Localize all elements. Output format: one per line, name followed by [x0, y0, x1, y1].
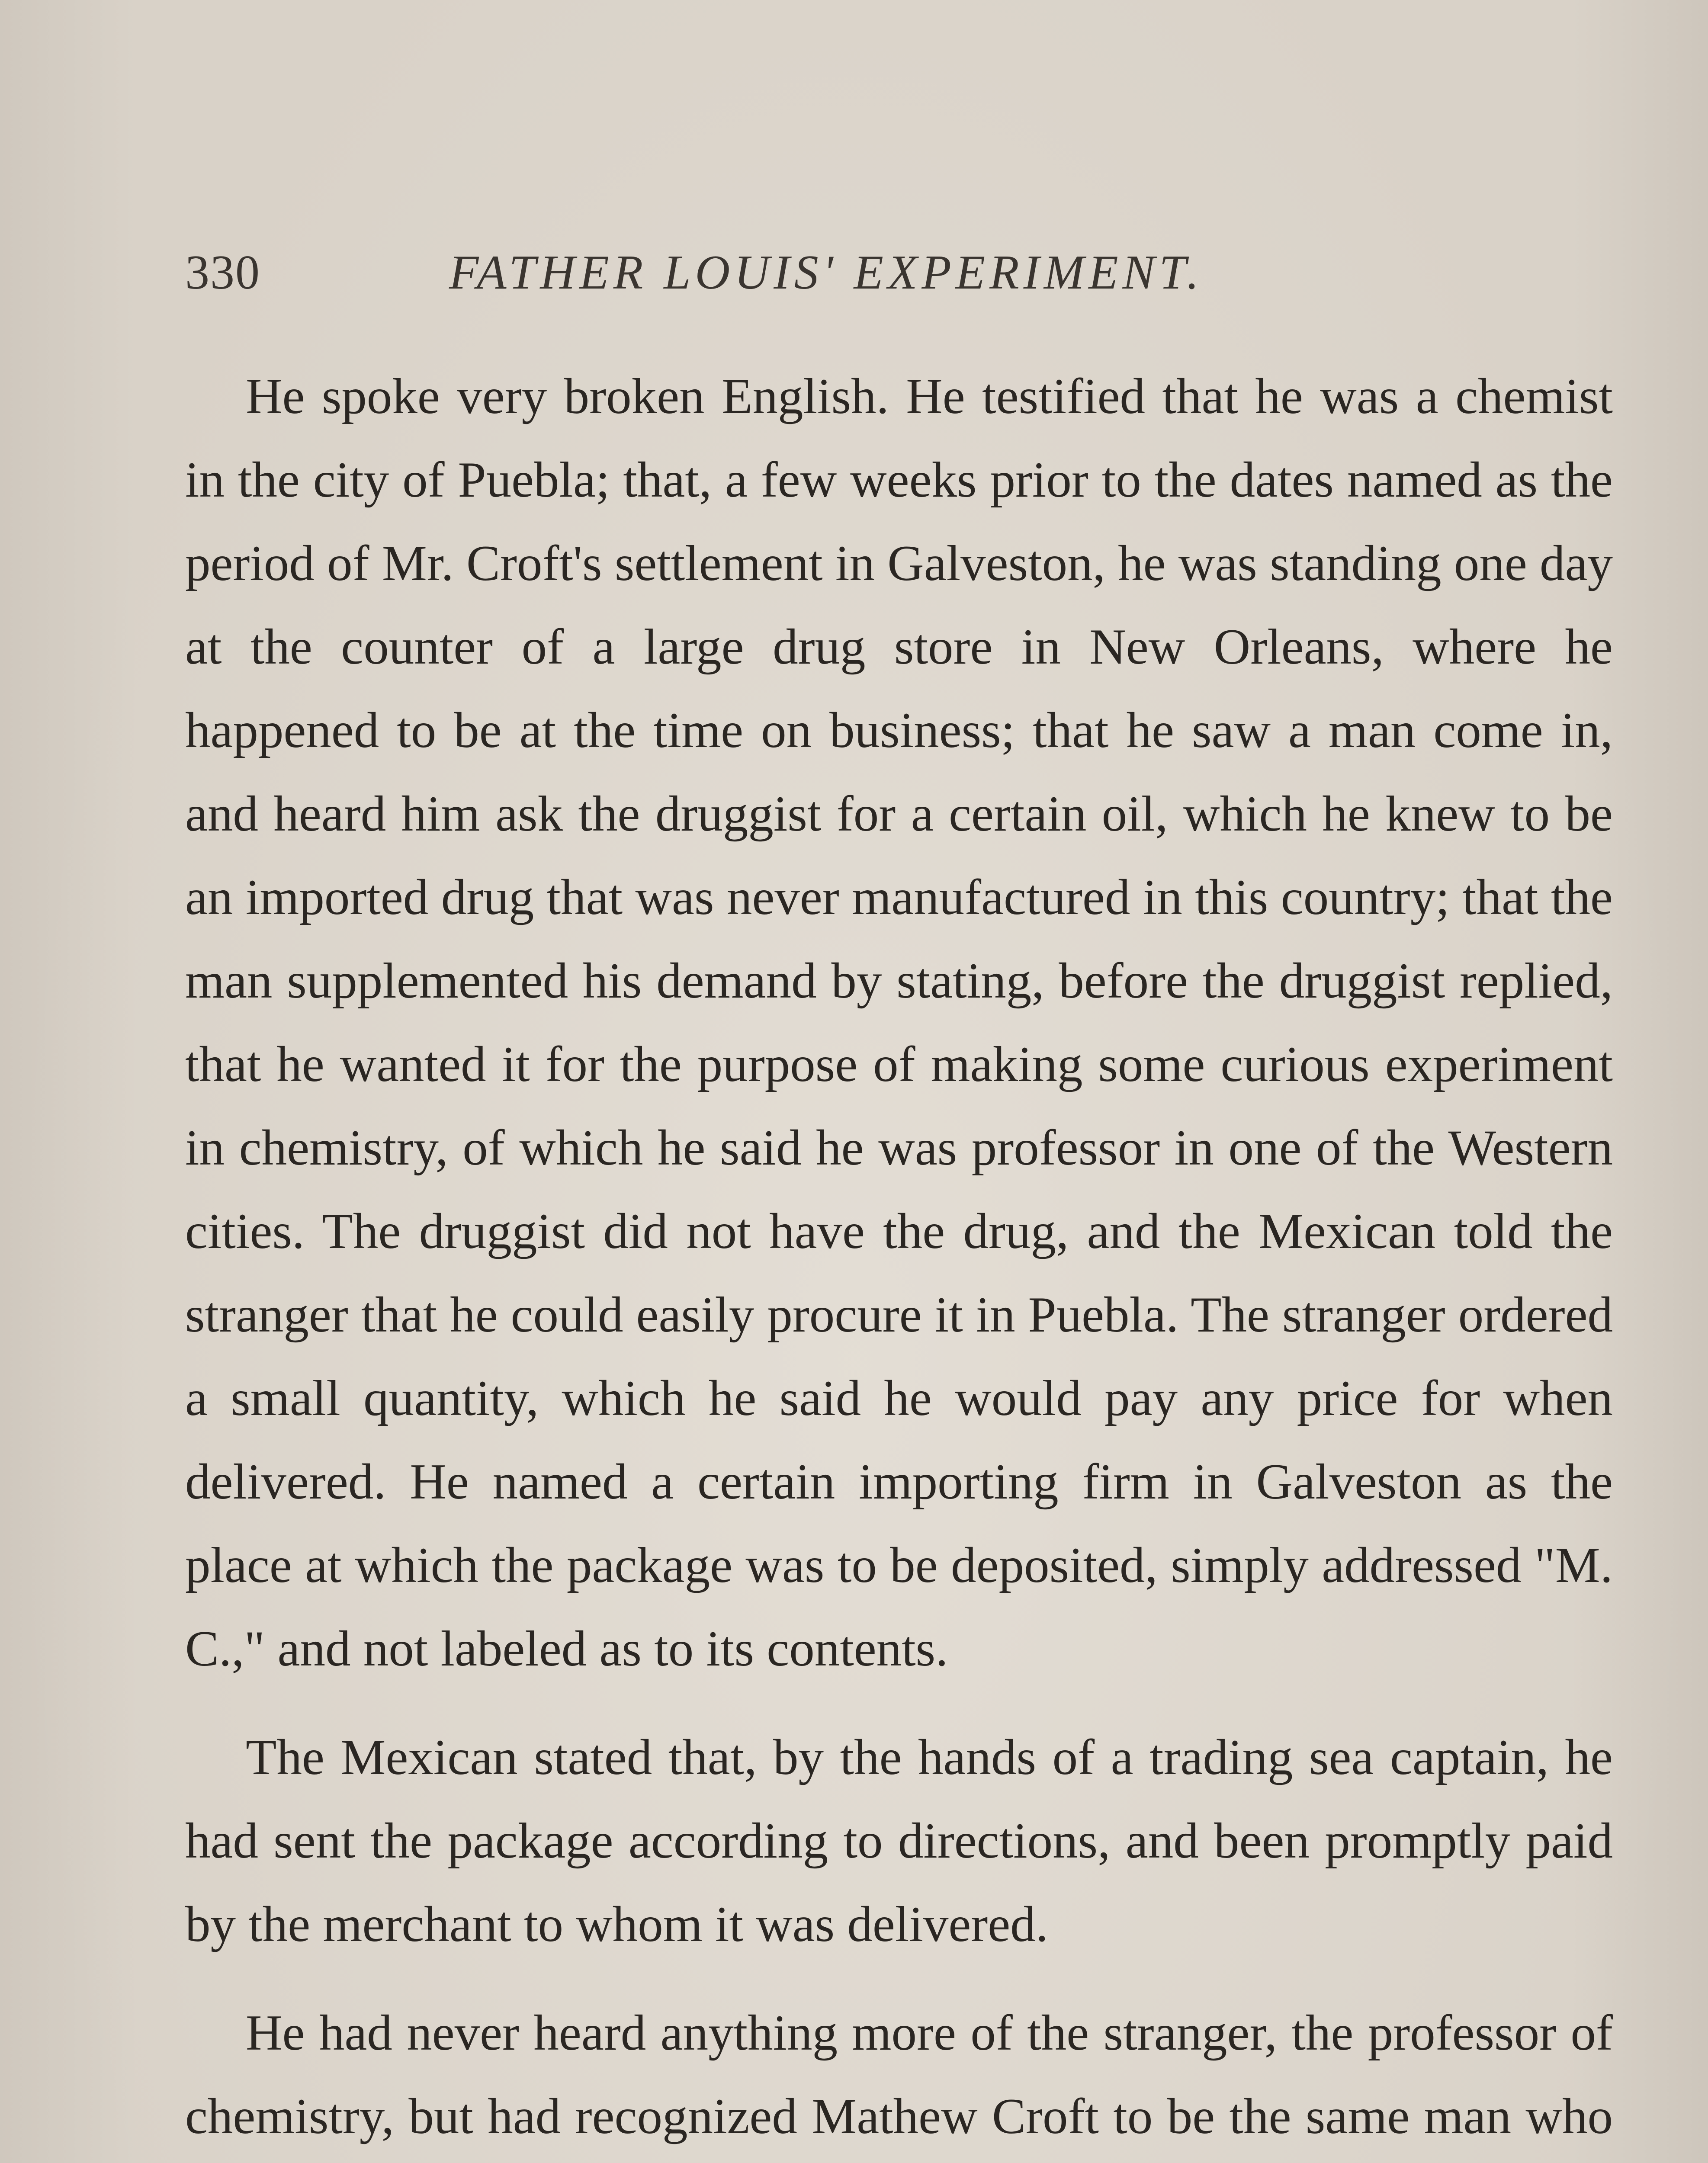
- paragraph-testimony: He spoke very broken English. He testified that he was a chemist in the city of Puebla; that, a few weeks prior to the dates named as the period of Mr. Croft's settlement in Galveston, he was standing one day at the counter of a large drug store in New Orleans, where he happened to be at the time on business; that he saw a man come in, and heard him ask the druggist for a certain oil, which he knew to be an imported drug that was never manufactured in this country; that the man supplemented his demand by stating, before the druggist replied, that he wanted it for the purpose of making some curious experiment in chemistry, of which he said he was professor in one of the Western cities. The druggist did not have the drug, and the Mexican told the stranger that he could easily procure it in Puebla. The stranger ordered a small quantity, which he said he would pay any price for when delivered. He named a certain importing firm in Galveston as the place at which the package was to be deposited, simply addressed "M. C.," and not labeled as to its contents.: [185, 369, 1613, 1677]
- running-head: [185, 229, 1613, 316]
- paragraph-recognition: He had never heard anything more of the stranger, the professor of chemistry, but had recognized Mathew Croft to be the same man who: [185, 2005, 1613, 2144]
- running-title: FATHER LOUIS' EXPERIMENT.: [449, 246, 1204, 299]
- paragraph-package-sent: The Mexican stated that, by the hands of a trading sea captain, he had sent the package according to directions, and been promptly paid by the merchant to whom it was delivered.: [185, 1730, 1613, 1952]
- page-number: 330: [185, 246, 260, 299]
- body-text: [185, 355, 1613, 2163]
